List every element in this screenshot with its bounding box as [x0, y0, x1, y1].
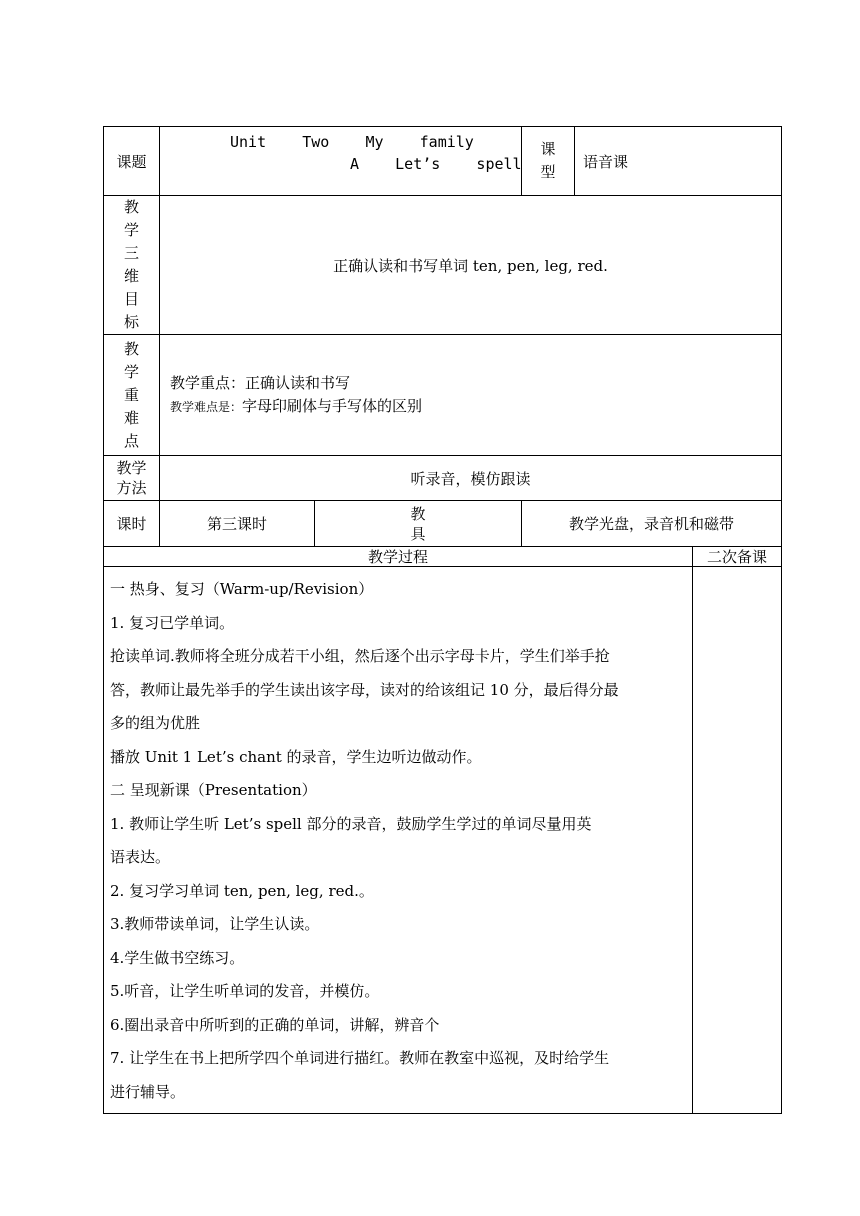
- objectives-row: [104, 196, 782, 335]
- topic-line2: A Let’s spell: [350, 155, 522, 173]
- process-body-row: [104, 567, 782, 1114]
- process-line: 进行辅导。: [110, 1082, 186, 1101]
- key-points-row: [104, 335, 782, 456]
- lesson-plan-table: [103, 126, 782, 1114]
- side-header: 二次备课: [693, 547, 782, 567]
- key-points-content: [160, 335, 782, 456]
- process-header-row: [104, 547, 782, 567]
- topic-label: 课题: [104, 127, 160, 196]
- process-line: 1. 复习已学单词。: [110, 613, 235, 632]
- process-line: 4.学生做书空练习。: [110, 948, 245, 967]
- topic-row: [104, 127, 782, 196]
- process-content: [104, 567, 693, 1114]
- topic-value: [160, 127, 522, 196]
- process-line: 2. 复习学习单词 ten, pen, leg, red.。: [110, 881, 374, 900]
- process-line: 播放 Unit 1 Let’s chant 的录音，学生边听边做动作。: [110, 747, 482, 766]
- process-line: 抢读单词.教师将全班分成若干小组，然后逐个出示字母卡片，学生们举手抢: [110, 647, 610, 665]
- process-line: 7. 让学生在书上把所学四个单词进行描红。教师在教室中巡视，及时给学生: [110, 1049, 610, 1067]
- tools-label: 教 具: [315, 501, 522, 547]
- process-line: 一 热身、复习（Warm-up/Revision）: [110, 580, 374, 598]
- process-line: 二 呈现新课（Presentation）: [110, 781, 317, 799]
- type-label: 课 型: [522, 127, 575, 196]
- difficulty-line: 教学难点是：字母印刷体与手写体的区别: [170, 396, 423, 415]
- topic-line1: Unit Two My family: [230, 133, 474, 151]
- key-points-label: 教 学 重 难 点: [104, 335, 160, 456]
- lesson-label: 课时: [104, 501, 160, 547]
- process-line: 6.圈出录音中所听到的正确的单词，讲解，辨音个: [110, 1015, 440, 1034]
- process-line: 多的组为优胜: [110, 714, 201, 732]
- objectives-label: 教 学 三 维 目 标: [104, 196, 160, 335]
- tools-value: 教学光盘，录音机和磁带: [522, 501, 782, 547]
- lesson-row: [104, 501, 782, 547]
- process-line: 3.教师带读单词，让学生认读。: [110, 915, 320, 933]
- key-point-line: 教学重点：正确认读和书写: [170, 373, 351, 392]
- method-row: [104, 456, 782, 501]
- lesson-value: 第三课时: [160, 501, 315, 547]
- objectives-text: 正确认读和书写单词 ten, pen, leg, red.: [160, 196, 782, 335]
- process-line: 语表达。: [110, 848, 171, 866]
- method-text: 听录音，模仿跟读: [160, 456, 782, 501]
- process-line: 5.听音，让学生听单词的发音，并模仿。: [110, 982, 380, 1000]
- side-notes-cell: [693, 567, 782, 1114]
- process-line: 答，教师让最先举手的学生读出该字母，读对的给该组记 10 分，最后得分最: [110, 680, 619, 699]
- method-label: 教学 方法: [104, 456, 160, 501]
- type-value: 语音课: [575, 127, 782, 196]
- process-header: 教学过程: [104, 547, 693, 567]
- process-line: 1. 教师让学生听 Let’s spell 部分的录音，鼓励学生学过的单词尽量用英: [110, 814, 592, 833]
- lesson-plan-document: [103, 126, 781, 1114]
